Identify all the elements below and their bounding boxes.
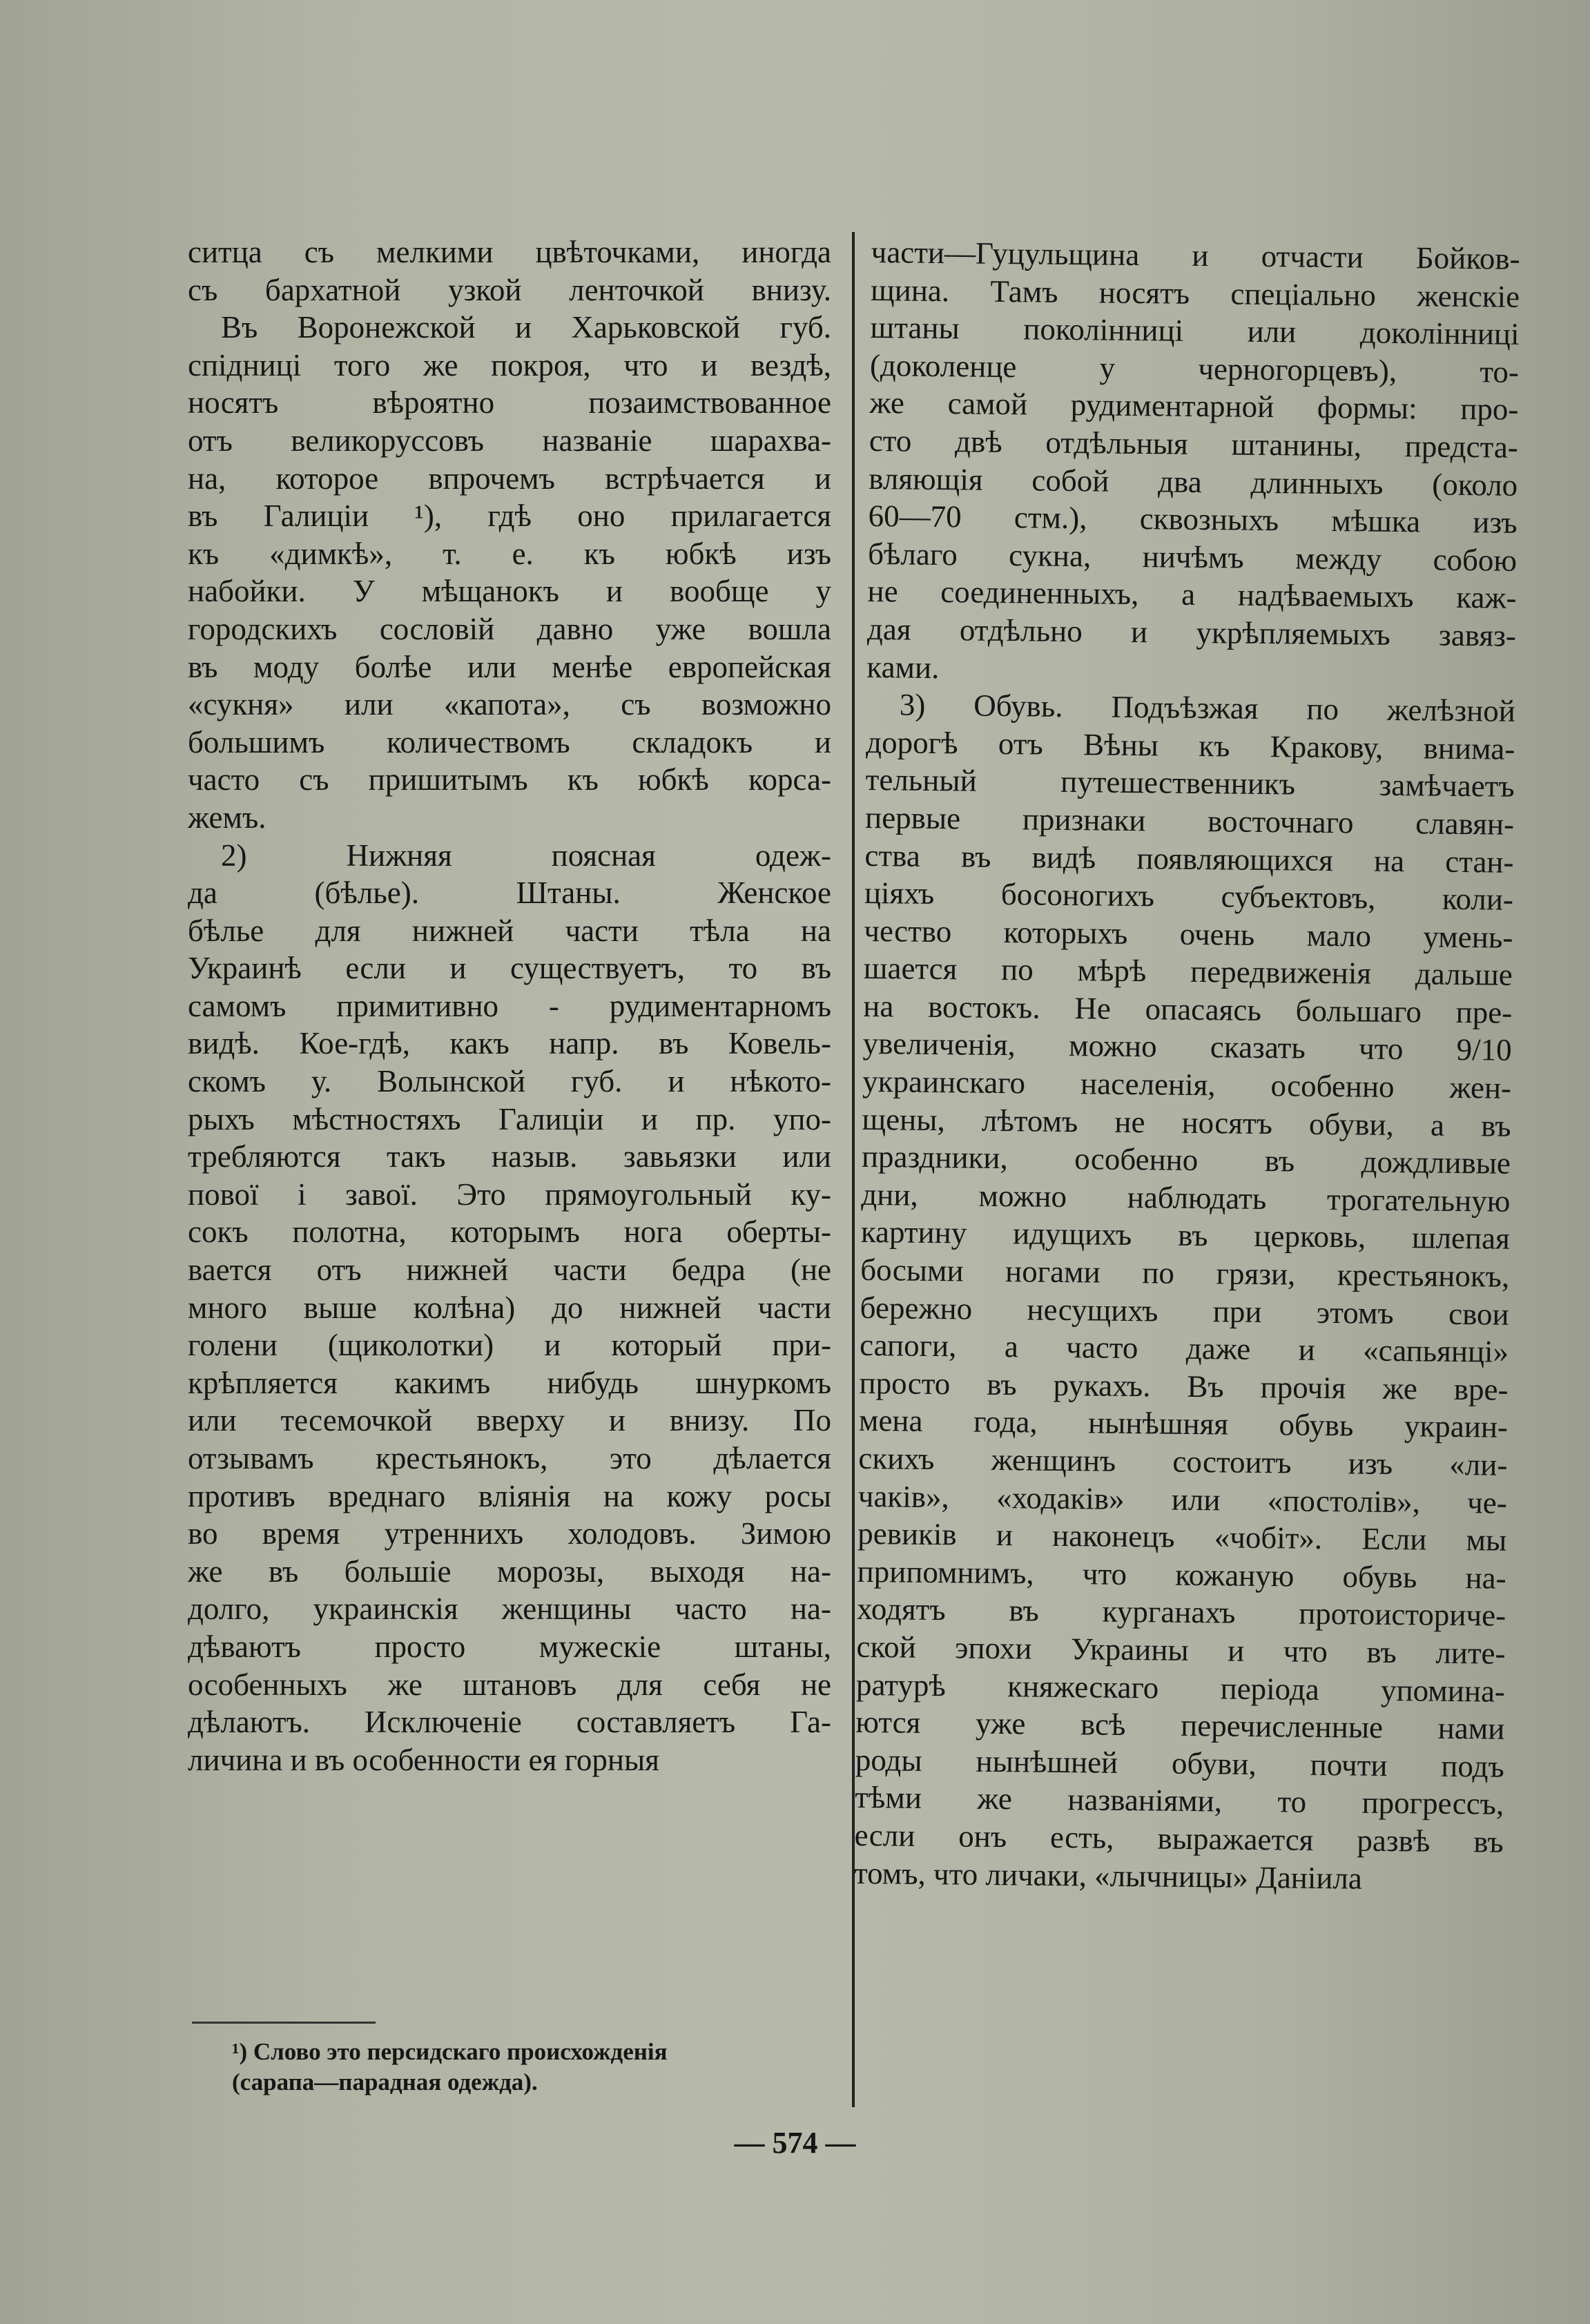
right-text-column [854, 233, 1520, 1899]
text-line: ками. [866, 649, 940, 685]
text-line: припомнимъ, что кожаную обувь на- [857, 1553, 1506, 1596]
text-line: увеличенія, можно сказать что 9/10 [862, 1026, 1512, 1068]
text-line: много выше колѣна) до нижней части [188, 1290, 831, 1325]
text-line: требляются такъ назыв. завьязки или [188, 1139, 831, 1174]
text-line: мена года, нынѣшняя обувь украин- [858, 1403, 1509, 1445]
text-line: дорогѣ отъ Вѣны къ Кракову, внима- [866, 724, 1515, 766]
text-line: ходятъ въ курганахъ протоисториче- [856, 1591, 1506, 1634]
text-line: бережно несущихъ при этомъ свои [860, 1290, 1509, 1332]
text-line: сапоги, а часто даже и «сапьянці» [859, 1328, 1509, 1369]
text-line: чаків», «ходаків» или «постолів», че- [857, 1478, 1508, 1520]
text-line: отзывамъ крестьянокъ, это дѣлается [188, 1441, 831, 1475]
text-line: съ бархатной узкой ленточкой внизу. [188, 272, 831, 307]
text-line: дѣваютъ просто мужескіе штаны, [188, 1629, 831, 1664]
text-line: вляющія собой два длинныхъ (около [869, 461, 1518, 503]
page-number: — 574 — [734, 2126, 856, 2160]
text-line: дая отдѣльно и укрѣпляемыхъ завяз- [866, 611, 1517, 653]
text-line: щены, лѣтомъ не носятъ обуви, а въ [862, 1101, 1511, 1143]
text-line: картину идущихъ въ церковь, шлепая [860, 1214, 1511, 1257]
text-line: противъ вреднаго вліянія на кожу росы [188, 1478, 831, 1513]
text-line: украинскаго населенія, особенно жен- [862, 1063, 1512, 1105]
footnote-line: ¹) Слово это персидскаго происхожденія [232, 2038, 668, 2065]
text-line: тѣми же названіями, то прогрессъ, [855, 1780, 1504, 1822]
footnote-line: (сарапа—парадная одежда). [232, 2069, 538, 2095]
text-line: скихъ женщинъ состоитъ изъ «ли- [858, 1440, 1508, 1482]
text-line: въ моду болѣе или менѣе европейская [188, 649, 831, 684]
text-line: 3) Обувь. Подъѣзжая по желѣзной [899, 687, 1516, 728]
text-line: (доколенце у черногорцевъ), то- [869, 347, 1520, 389]
text-line: на востокъ. Не опасаясь большаго пре- [863, 988, 1513, 1030]
text-line: въ Галиціи ¹), гдѣ оно прилагается [188, 498, 831, 534]
text-line: же въ большіе морозы, выходя на- [188, 1553, 831, 1589]
text-line: ской эпохи Украины и что въ лите- [856, 1629, 1506, 1671]
text-line: личина и въ особенности ея горныя [188, 1742, 659, 1777]
text-line: ситца съ мелкими цвѣточками, иногда [188, 235, 831, 269]
text-line: ства въ видѣ появляющихся на стан- [864, 837, 1514, 880]
text-line: скомъ у. Волынской губ. и нѣкото- [188, 1064, 831, 1099]
text-line: самомъ примитивно - рудиментарномъ [188, 988, 831, 1023]
text-line: же самой рудиментарной формы: про- [869, 385, 1519, 427]
text-line: рыхъ мѣстностяхъ Галиціи и пр. упо- [188, 1101, 831, 1136]
text-line: на, которое впрочемъ встрѣчается и [188, 461, 831, 496]
text-line: отъ великоруссовъ названіе шарахва- [188, 423, 831, 458]
footnote-rule [192, 2022, 376, 2024]
text-line: часто съ пришитымъ къ юбкѣ корса- [188, 762, 831, 797]
text-line: ратурѣ княжескаго періода упомина- [855, 1667, 1506, 1709]
left-text-column [188, 233, 831, 1779]
text-line: дни, можно наблюдать трогательную [861, 1176, 1511, 1219]
text-line: набойки. У мѣщанокъ и вообще у [188, 574, 831, 609]
text-line: да (бѣлье). Штаны. Женское [188, 875, 831, 911]
text-line: чество которыхъ очень мало умень- [864, 913, 1513, 955]
text-line: голени (щиколотки) и который при- [188, 1328, 831, 1363]
text-line: если онъ есть, выражается развѣ въ [854, 1817, 1504, 1859]
text-line: тельный путешественникъ замѣчаетъ [865, 762, 1515, 804]
text-line: видѣ. Кое-гдѣ, какъ напр. въ Ковель- [188, 1026, 831, 1061]
text-line: спідниці того же покроя, что и вездѣ, [188, 347, 831, 383]
text-line: не соединенныхъ, а надѣваемыхъ каж- [867, 574, 1517, 616]
text-line: бѣлье для нижней части тѣла на [188, 913, 831, 948]
text-line: ревиків и наконецъ «чобіт». Если мы [857, 1516, 1507, 1558]
text-line: сокъ полотна, которымъ нога оберты- [188, 1214, 831, 1250]
text-line: вается отъ нижней части бедра (не [188, 1252, 831, 1288]
text-line: большимъ количествомъ складокъ и [188, 724, 831, 759]
text-line: 2) Нижняя поясная одеж- [221, 837, 831, 873]
text-line: Украинѣ если и существуетъ, то въ [188, 951, 831, 986]
text-line: босыми ногами по грязи, крестьянокъ, [860, 1252, 1510, 1294]
text-line: крѣпляется какимъ нибудь шнуркомъ [188, 1365, 831, 1400]
text-line: ются уже всѣ перечисленные нами [855, 1705, 1505, 1746]
text-line: бѣлаго сукна, ничѣмъ между собою [867, 536, 1518, 578]
text-line: шается по мѣрѣ передвиженія дальше [863, 951, 1513, 993]
text-line: носятъ вѣроятно позаимствованное [188, 385, 831, 420]
text-line: «сукня» или «капота», съ возможно [188, 687, 831, 722]
text-line: особенныхъ же штановъ для себя не [188, 1667, 831, 1702]
text-line: первые признаки восточнаго славян- [864, 800, 1515, 842]
text-line: долго, украинскія женщины часто на- [188, 1591, 831, 1627]
text-line: ціяхъ босоногихъ субъектовъ, коли- [864, 875, 1514, 917]
text-line: штаны поколінниці или доколінниці [870, 310, 1520, 352]
text-line: къ «димкѣ», т. е. къ юбкѣ изъ [188, 536, 831, 571]
text-line: праздники, особенно въ дождливые [861, 1139, 1511, 1181]
text-line: во время утреннихъ холодовъ. Зимою [188, 1516, 831, 1551]
text-line: сто двѣ отдѣльныя штанины, предста- [869, 423, 1519, 465]
text-line: просто въ рукахъ. Въ прочія же вре- [859, 1365, 1509, 1407]
text-line: городскихъ сословій давно уже вошла [188, 611, 831, 646]
text-line: Въ Воронежской и Харьковской губ. [221, 310, 831, 345]
text-line: томъ, что личаки, «лычницы» Даніила [853, 1855, 1363, 1896]
text-line: части—Гуцульщина и отчасти Бойков- [871, 234, 1520, 276]
text-line: щина. Тамъ носятъ спеціально женскіе [870, 272, 1520, 314]
footnote [232, 2037, 840, 2098]
text-line: 60—70 стм.), сквозныхъ мѣшка изъ [868, 498, 1518, 540]
text-line: жемъ. [188, 800, 266, 835]
text-line: или тесемочкой вверху и внизу. По [188, 1403, 831, 1438]
text-line: пової і завої. Это прямоугольный ку- [188, 1176, 831, 1212]
text-line: дѣлаютъ. Исключеніе составляетъ Га- [188, 1705, 831, 1740]
text-line: роды нынѣшней обуви, почти подъ [855, 1742, 1505, 1784]
